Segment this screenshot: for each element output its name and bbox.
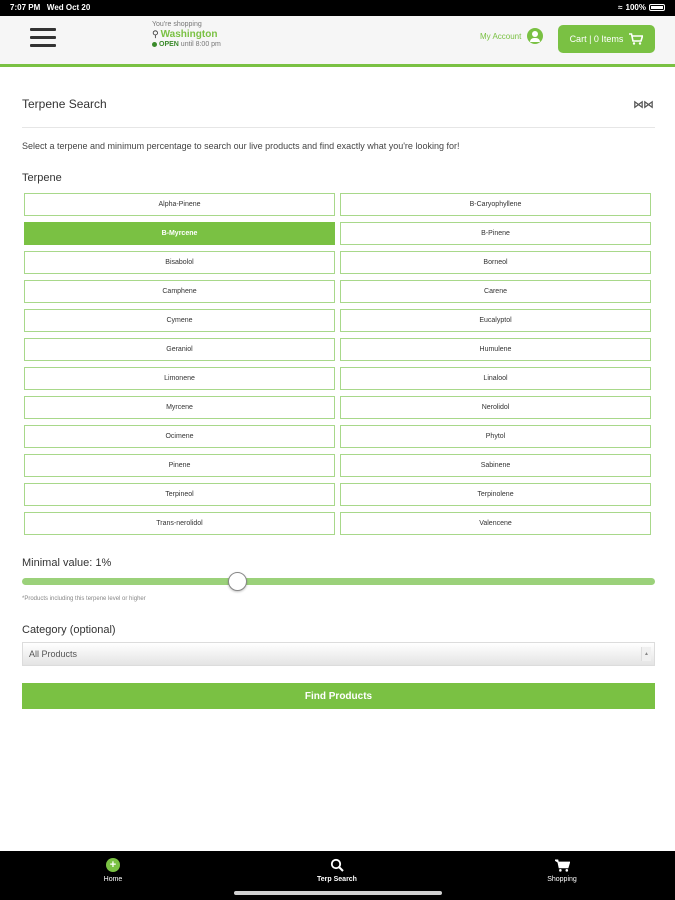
status-date: Wed Oct 20 — [46, 3, 91, 12]
cart-icon — [555, 859, 570, 872]
terpene-label: Terpene — [22, 172, 62, 184]
account-icon — [527, 28, 543, 44]
terpene-option[interactable]: Phytol — [340, 425, 651, 448]
status-time: 7:07 PM — [10, 3, 41, 12]
open-dot-icon — [152, 42, 157, 47]
terpene-option[interactable]: Bisabolol — [24, 251, 335, 274]
battery-percent: 100% — [625, 3, 646, 12]
store-hours — [152, 41, 221, 48]
cart-label: Cart | 0 Items — [569, 34, 624, 44]
status-time-date — [10, 3, 90, 12]
nav-home[interactable] — [78, 856, 148, 883]
page-title: Terpene Search — [22, 97, 107, 111]
category-select[interactable] — [22, 642, 655, 666]
search-icon — [330, 858, 344, 872]
my-account-link[interactable] — [480, 28, 543, 44]
terpene-option[interactable]: Ocimene — [24, 425, 335, 448]
terpene-option[interactable]: Linalool — [340, 367, 651, 390]
menu-icon[interactable] — [30, 28, 56, 48]
terpene-option[interactable]: Humulene — [340, 338, 651, 361]
nav-home-label: Home — [103, 876, 123, 883]
my-account-label: My Account — [480, 31, 522, 41]
terpene-option[interactable]: B-Caryophyllene — [340, 193, 651, 216]
terpene-option[interactable]: Carene — [340, 280, 651, 303]
terpene-option[interactable]: B-Pinene — [340, 222, 651, 245]
minimal-value-label: Minimal value: 1% — [22, 557, 112, 569]
terpene-option[interactable]: Trans-nerolidol — [24, 512, 335, 535]
shopping-label: You're shopping — [152, 21, 202, 28]
store-location-name: Washington — [160, 29, 218, 40]
open-hours: until 8:00 pm — [180, 41, 221, 48]
terpene-option[interactable]: Alpha-Pinene — [24, 193, 335, 216]
terpene-option[interactable]: Valencene — [340, 512, 651, 535]
home-heart-icon: + — [106, 858, 120, 872]
terpene-option[interactable]: Pinene — [24, 454, 335, 477]
nav-shopping-label: Shopping — [547, 876, 577, 883]
terpene-option[interactable]: B-Myrcene — [24, 222, 335, 245]
store-selector[interactable] — [152, 21, 221, 48]
battery-icon — [649, 4, 665, 11]
terpene-option[interactable]: Borneol — [340, 251, 651, 274]
nav-shopping[interactable] — [527, 856, 597, 883]
slider-note: *Products including this terpene level or higher — [22, 596, 146, 602]
minimal-value-slider-track[interactable] — [22, 578, 655, 585]
dna-icon: ⋈⋈ — [633, 99, 653, 111]
category-label: Category (optional) — [22, 624, 116, 636]
category-value: All Products — [29, 649, 78, 659]
cart-button[interactable] — [558, 25, 655, 53]
select-arrows-icon: ▲ — [641, 647, 651, 661]
terpene-option[interactable]: Eucalyptol — [340, 309, 651, 332]
terpene-option[interactable]: Geraniol — [24, 338, 335, 361]
terpene-option[interactable]: Sabinene — [340, 454, 651, 477]
terpene-option[interactable]: Cymene — [24, 309, 335, 332]
cart-icon — [629, 33, 643, 45]
home-indicator — [234, 891, 442, 895]
terpene-grid — [24, 193, 652, 535]
terpene-option[interactable]: Camphene — [24, 280, 335, 303]
terpene-option[interactable]: Terpinolene — [340, 483, 651, 506]
terpene-option[interactable]: Myrcene — [24, 396, 335, 419]
divider — [22, 127, 655, 128]
intro-text: Select a terpene and minimum percentage to search our live products and find exactly what you're looking for! — [22, 141, 460, 151]
wifi-icon: ≈ — [618, 3, 623, 12]
find-products-button[interactable]: Find Products — [22, 683, 655, 709]
minimal-value-slider-thumb[interactable] — [228, 572, 247, 591]
status-right — [618, 3, 665, 12]
nav-terp-search[interactable] — [302, 856, 372, 883]
open-status: OPEN — [159, 41, 179, 48]
nav-terp-search-label: Terp Search — [317, 876, 357, 883]
terpene-option[interactable]: Limonene — [24, 367, 335, 390]
app-header — [0, 16, 675, 67]
location-pin-icon: ⚲ — [152, 29, 159, 39]
store-location — [152, 29, 221, 40]
terpene-option[interactable]: Terpineol — [24, 483, 335, 506]
terpene-option[interactable]: Nerolidol — [340, 396, 651, 419]
status-bar — [0, 0, 675, 16]
